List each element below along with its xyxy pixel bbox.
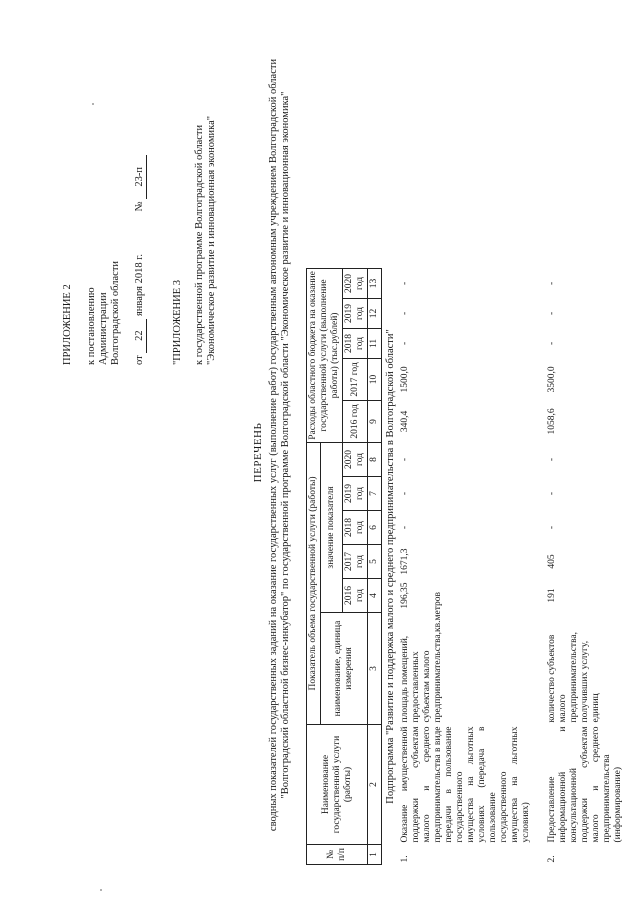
year-2016: 2016 год (343, 579, 368, 613)
expense-2019: - (400, 311, 410, 316)
col-number-9: 9 (368, 400, 382, 442)
value-2019: - (400, 491, 410, 496)
decree-line-2: Администрации (98, 292, 109, 365)
expense-2016: 1058,6 (547, 408, 557, 435)
expense-2016: 340,4 (400, 410, 410, 433)
table-row (399, 25, 533, 865)
value-2018: - (547, 525, 557, 530)
row-number: 2. (547, 855, 557, 863)
perechen-table (306, 25, 625, 865)
value-2020: - (547, 457, 557, 462)
col-number-7: 7 (368, 477, 382, 511)
decree-number: 23-п (134, 155, 147, 199)
year-2019: 2019 год (343, 477, 368, 511)
table-row (533, 25, 625, 865)
col-num-header: № п/п (307, 845, 368, 865)
value-2019: - (547, 491, 557, 496)
appendix-3-line-1: к государственной программе Волгоградской области (194, 124, 205, 365)
appendix-3-line-2: "Экономическое развитие и инновационная экономика" (206, 115, 217, 365)
indicator-name: площадь помещений, предоставленных субъектам малого предпринимательства,кв.метров (400, 592, 443, 723)
appendix-3-title: "ПРИЛОЖЕНИЕ 3 (172, 279, 183, 365)
exp-year-2018: 2018 год (343, 328, 368, 358)
number-label: № (134, 201, 145, 212)
indicator-name: количество субъектов малого предпринимательства, получивших услугу, единиц (547, 631, 601, 723)
date-prefix: от (134, 355, 145, 365)
header-row-1 (307, 25, 321, 865)
year-2018: 2018 год (343, 511, 368, 545)
value-2017: 1671,3 (400, 548, 410, 575)
col-number-1: 1 (368, 845, 382, 865)
exp-year-2019: 2019 год (343, 298, 368, 328)
expense-2017: 1500,0 (400, 366, 410, 393)
expense-2019: - (547, 311, 557, 316)
value-2016: 191 (547, 588, 557, 603)
year-2017: 2017 год (343, 545, 368, 579)
service-name: Оказание имущественной поддержки субъектам малого и среднего предпринимательства в виде передачи в пользование государственного имущества на льготных условиях (передача в пользование государственного имущества на льготных условиях) (400, 726, 531, 843)
col-number-12: 12 (368, 298, 382, 328)
value-2017: 405 (547, 554, 557, 569)
decree-line-1: к постановлению (86, 287, 97, 365)
col-value-header: значение показателя (321, 442, 343, 612)
col-number-5: 5 (368, 545, 382, 579)
exp-year-2016: 2016 год (343, 400, 368, 442)
expense-2020: - (547, 281, 557, 286)
document-description: сводных показателей государственных заданий на оказание государственных услуг (выполнение работ) государственным автономным учреждением Волгоградской области "Волгоградский областной бизнес-инкубатор" по государственной программе Волгоградской области "Экономическое развитие и инновационная экономика" (268, 58, 291, 832)
expense-2018: - (547, 341, 557, 346)
col-number-2: 2 (368, 725, 382, 845)
decree-date (134, 155, 147, 365)
col-volume-header: Показатель объема государственной услуги (работы) (307, 442, 321, 724)
date-day: 22 (134, 319, 147, 353)
exp-year-2017: 2017 год (343, 358, 368, 400)
date-month-year: января 2018 г. (134, 254, 145, 317)
document-title: ПЕРЕЧЕНЬ (252, 422, 264, 483)
service-name: Предоставление информационной и консультационной поддержки субъектам малого и среднего предпринимательства (информирование) (547, 726, 623, 843)
col-number-11: 11 (368, 328, 382, 358)
col-expenses-header: Расходы областного бюджета на оказание государственной услуги (выполнение работы) (тыс.рублей) (307, 268, 343, 442)
col-number-10: 10 (368, 358, 382, 400)
expense-2017: 3500,0 (547, 366, 557, 393)
row-number: 1. (400, 855, 410, 863)
decree-line-3: Волгоградской области (110, 260, 121, 365)
col-number-3: 3 (368, 613, 382, 725)
scan-speck (100, 889, 102, 891)
col-number-6: 6 (368, 511, 382, 545)
scan-speck (92, 103, 94, 105)
value-2020: - (400, 457, 410, 462)
expense-2020: - (400, 281, 410, 286)
exp-year-2020: 2020 год (343, 268, 368, 298)
subprogram-title: Подпрограмма "Развитие и поддержка малого и среднего предпринимательства в Волгоградской области" (385, 329, 396, 804)
value-2018: - (400, 525, 410, 530)
col-service-header: Наименование государственной услуги (работы) (307, 725, 368, 845)
value-2016: 196,35 (400, 582, 410, 609)
col-number-8: 8 (368, 442, 382, 476)
col-indicator-header: наименование, единица измерения (321, 613, 368, 725)
appendix-2-title: ПРИЛОЖЕНИЕ 2 (62, 284, 73, 365)
col-number-13: 13 (368, 268, 382, 298)
year-2020: 2020 год (343, 442, 368, 476)
expense-2018: - (400, 341, 410, 346)
col-number-4: 4 (368, 579, 382, 613)
